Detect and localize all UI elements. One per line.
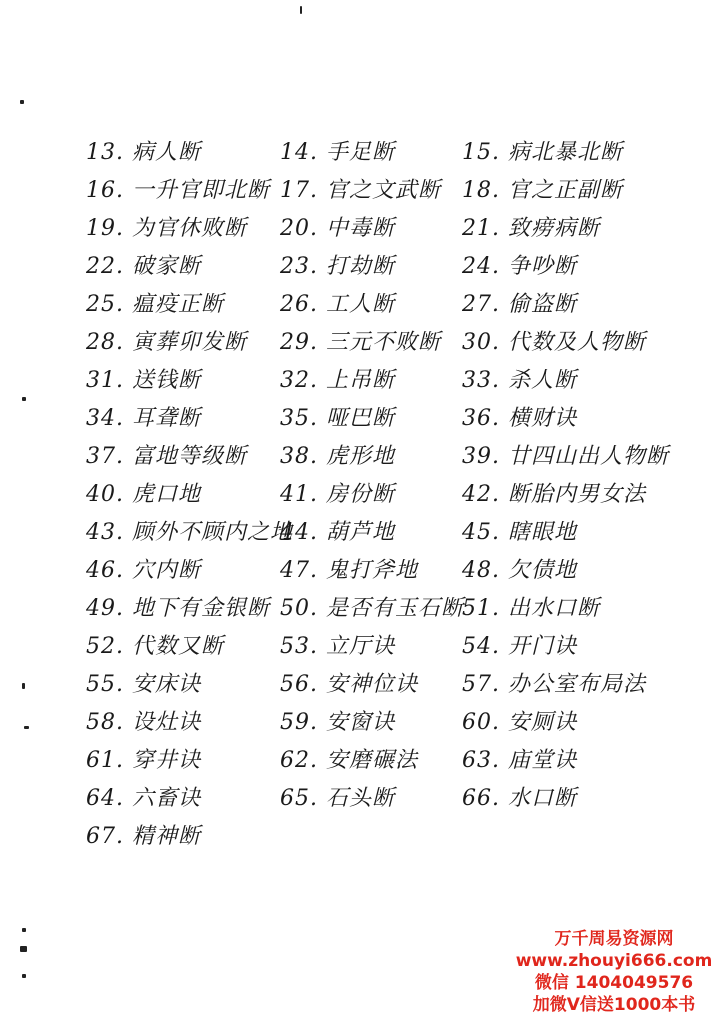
scan-mark (22, 974, 26, 978)
scan-mark (22, 397, 26, 401)
list-item: 15. 病北暴北断 (462, 140, 623, 165)
list-item: 24. 争吵断 (462, 254, 577, 279)
list-item: 61. 穿井诀 (86, 748, 201, 773)
list-item: 14. 手足断 (280, 140, 395, 165)
list-item: 47. 鬼打斧地 (280, 558, 418, 583)
list-item: 57. 办公室布局法 (462, 672, 646, 697)
list-item: 67. 精神断 (86, 824, 201, 849)
list-item: 59. 安窗诀 (280, 710, 395, 735)
list-item: 40. 虎口地 (86, 482, 201, 507)
list-item: 28. 寅葬卯发断 (86, 330, 247, 355)
list-item: 18. 官之正副断 (462, 178, 623, 203)
list-item: 66. 水口断 (462, 786, 577, 811)
list-item: 48. 欠债地 (462, 558, 577, 583)
list-item: 27. 偷盗断 (462, 292, 577, 317)
list-item: 13. 病人断 (86, 140, 201, 165)
scan-mark (20, 946, 27, 952)
list-item: 64. 六畜诀 (86, 786, 201, 811)
list-item: 53. 立厅诀 (280, 634, 395, 659)
watermark-url: www.zhouyi666.com (515, 951, 713, 971)
list-item: 62. 安磨碾法 (280, 748, 418, 773)
list-item: 44. 葫芦地 (280, 520, 395, 545)
list-item: 65. 石头断 (280, 786, 395, 811)
list-item: 37. 富地等级断 (86, 444, 247, 469)
list-item: 33. 杀人断 (462, 368, 577, 393)
list-item: 55. 安床诀 (86, 672, 201, 697)
list-item: 23. 打劫断 (280, 254, 395, 279)
list-item: 41. 房份断 (280, 482, 395, 507)
list-item: 36. 横财诀 (462, 406, 577, 431)
watermark-offer: 加微V信送1000本书 (532, 995, 696, 1015)
list-item: 26. 工人断 (280, 292, 395, 317)
list-item: 30. 代数及人物断 (462, 330, 646, 355)
list-item: 34. 耳聋断 (86, 406, 201, 431)
list-item: 19. 为官休败断 (86, 216, 247, 241)
list-item: 51. 出水口断 (462, 596, 600, 621)
list-item: 46. 穴内断 (86, 558, 201, 583)
scan-mark (20, 100, 24, 104)
list-item: 43. 顾外不顾内之地 (86, 520, 293, 545)
list-item: 54. 开门诀 (462, 634, 577, 659)
list-item: 29. 三元不败断 (280, 330, 441, 355)
list-item: 16. 一升官即北断 (86, 178, 270, 203)
scan-mark (300, 6, 302, 14)
list-item: 25. 瘟疫正断 (86, 292, 224, 317)
list-item: 50. 是否有玉石断 (280, 596, 464, 621)
list-item: 35. 哑巴断 (280, 406, 395, 431)
list-item: 49. 地下有金银断 (86, 596, 270, 621)
list-item: 32. 上吊断 (280, 368, 395, 393)
list-item: 45. 瞎眼地 (462, 520, 577, 545)
scan-mark (24, 726, 29, 729)
scan-mark (22, 683, 25, 689)
list-item: 31. 送钱断 (86, 368, 201, 393)
watermark-wechat: 微信 1404049576 (534, 973, 694, 993)
list-item: 52. 代数又断 (86, 634, 224, 659)
list-item: 42. 断胎内男女法 (462, 482, 646, 507)
scan-mark (22, 928, 26, 932)
list-item: 56. 安神位诀 (280, 672, 418, 697)
list-item: 20. 中毒断 (280, 216, 395, 241)
list-item: 58. 设灶诀 (86, 710, 201, 735)
list-item: 22. 破家断 (86, 254, 201, 279)
list-item: 63. 庙堂诀 (462, 748, 577, 773)
watermark-site-name: 万千周易资源网 (554, 929, 674, 949)
list-item: 17. 官之文武断 (280, 178, 441, 203)
list-item: 39. 廿四山出人物断 (462, 444, 669, 469)
list-item: 21. 致痨病断 (462, 216, 600, 241)
list-item: 38. 虎形地 (280, 444, 395, 469)
watermark (514, 928, 714, 1016)
list-item: 60. 安厕诀 (462, 710, 577, 735)
